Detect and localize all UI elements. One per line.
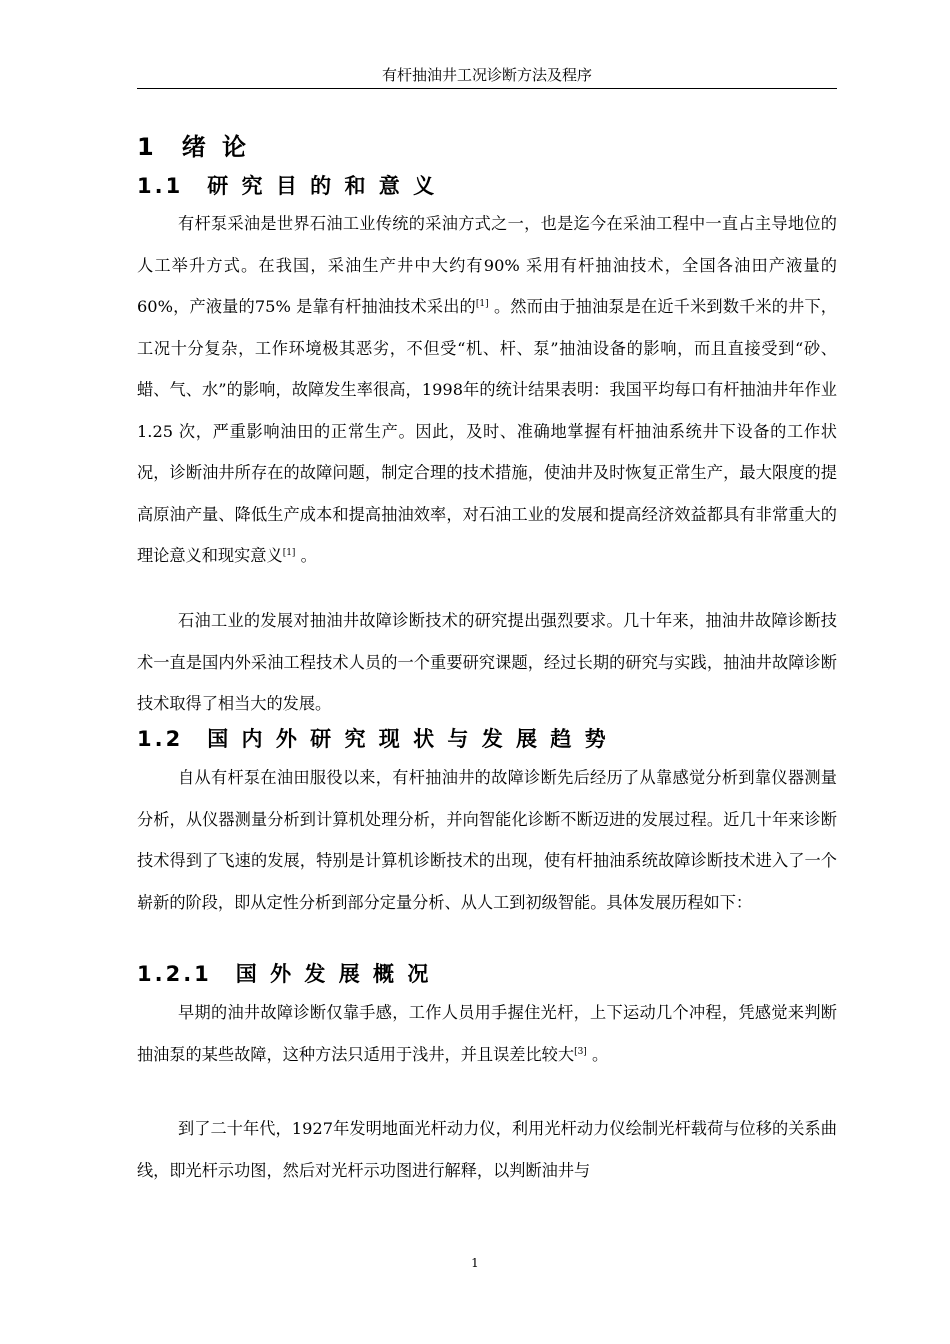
citation: [1] [475,299,489,309]
section-number: 1.2.1 [137,962,212,986]
chapter-title: 绪 论 [181,133,251,161]
header-rule [137,88,837,89]
paragraph-development-demand: 石油工业的发展对抽油井故障诊断技术的研究提出强烈要求。几十年来，抽油井故障诊断技术一直是国内外采油工程技术人员的一个重要研究课题，经过长期的研究与实践，抽油井故障诊断技术取得了相当大的发展。 [137,611,837,713]
chapter-number: 1 [137,133,158,161]
running-header: 有杆抽油井工况诊断方法及程序 [381,66,592,84]
section-heading-1-2-1 [137,960,431,988]
section-title: 国 内 外 研 究 现 状 与 发 展 趋 势 [207,727,609,751]
chapter-heading [137,132,250,162]
paragraph-text: 。 [586,1044,609,1064]
section-heading-1-2 [137,725,609,753]
paragraph-text: 早期的油井故障诊断仅靠手感，工作人员用手握住光杆，上下运动几个冲程，凭感觉来判断抽油泵的某些故障，这种方法只适用于浅井，并且误差比较大 [137,1003,837,1064]
citation: [1] [282,548,296,558]
paragraph-development-history: 自从有杆泵在油田服役以来，有杆抽油井的故障诊断先后经历了从靠感觉分析到靠仪器测量分析，从仪器测量分析到计算机处理分析，并向智能化诊断不断迈进的发展过程。近几十年来诊断技术得到了飞速的发展，特别是计算机诊断技术的出现，使有杆抽油系统故障诊断技术进入了一个崭新的阶段，即从定性分析到部分定量分析、从人工到初级智能。具体发展历程如下： [137,768,837,912]
paragraph-early-diagnosis [137,992,837,1075]
paragraph-text: 。然而由于抽油泵是在近千米到数千米的井下，工况十分复杂，工作环境极其恶劣，不但受“机、杆、泵”抽油设备的影响，而且直接受到“砂、蜡、气、水”的影响，故障发生率很高，1998年的统计结果表明：我国平均每口有杆抽油井年作业1.25 次，严重影响油田的正常生产。因此，及时、准确地掌握有杆抽油系统井下设备的工作状况，诊断油井所存在的故障问题，制定合理的技术措施，使油井及时恢复正常生产，最大限度的提高原油产量、降低生产成本和提高抽油效率，对石油工业的发展和提高经济效益都具有非常重大的理论意义和现实意义 [137,297,837,565]
paragraph-research-purpose [137,203,837,577]
section-title: 研 究 目 的 和 意 义 [207,174,438,198]
section-title: 国 外 发 展 概 况 [235,962,432,986]
section-number: 1.2 [137,727,184,751]
section-heading-1-1 [137,172,437,200]
page-number: 1 [471,1256,479,1270]
paragraph-text: 有杆泵采油是世界石油工业传统的采油方式之一，也是迄今在采油工程中一直占主导地位的人工举升方式。在我国，采油生产井中大约有90% 采用有杆抽油技术，全国各油田产液量的60%，产液量的75% 是靠有杆抽油技术采出的 [137,214,837,316]
paragraph-text: 。 [295,546,317,565]
paragraph-dynamometer: 到了二十年代，1927年发明地面光杆动力仪，利用光杆动力仪绘制光杆载荷与位移的关系曲线，即光杆示功图，然后对光杆示功图进行解释，以判断油井与 [137,1119,837,1180]
section-number: 1.1 [137,174,184,198]
citation: [3] [574,1046,587,1057]
